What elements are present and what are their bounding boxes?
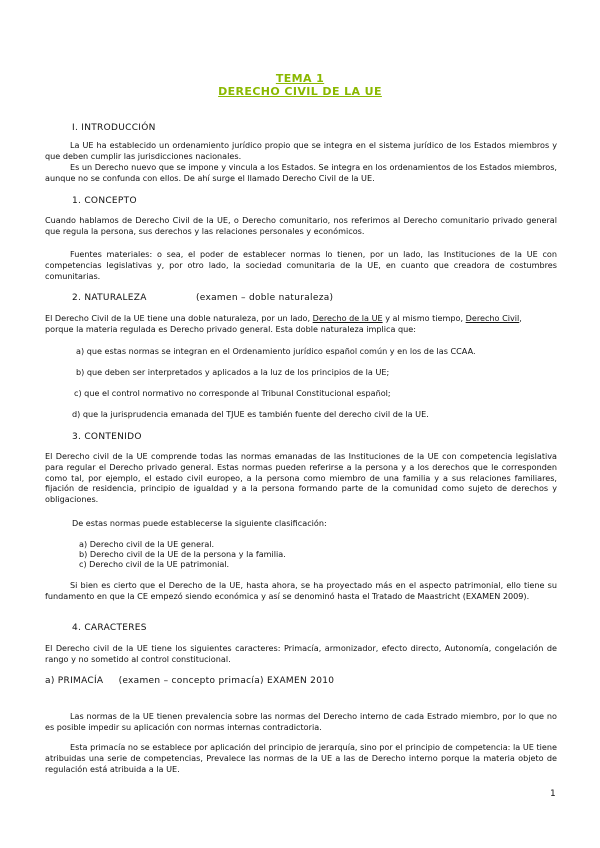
primacia-exam-note: (examen – concepto primacía) EXAMEN 2010 (118, 676, 335, 686)
caracteres-paragraph-1: El Derecho civil de la UE tiene los siguientes caracteres: Primacía, armonizador, efecto directo, Autonomía, congelación de rango y no sometido al control constitucional. (45, 643, 557, 664)
page-number: 1 (550, 789, 556, 799)
contenido-paragraph-1: El Derecho civil de la UE comprende todas las normas emanadas de las Instituciones de la UE con competencia legislativa para regular el Derecho privado general. Estas normas pueden referirse a la persona y a los derechos que le corresponden como tal, por ejemplo, el estado civil europeo, a la persona como miembro de una familia y a sus relaciones familiares, fijación de residencia, principio de igualdad y a la persona formando parte de la comunidad como sujeto de derechos y obligaciones. (45, 451, 557, 505)
intro-paragraph-1: La UE ha establecido un ordenamiento jurídico propio que se integra en el sistema jurídico de los Estados miembros y que deben cumplir las jurisdicciones nacionales. (45, 140, 557, 161)
section-heading-contenido: 3. CONTENIDO (72, 432, 142, 442)
concepto-paragraph-1: Cuando hablamos de Derecho Civil de la UE, o Derecho comunitario, nos referimos al Derecho comunitario privado general que regula la persona, sus derechos y las relaciones personales y económicos. (45, 215, 557, 236)
intro-paragraph-2: Es un Derecho nuevo que se impone y vincula a los Estados. Se integra en los ordenamientos de los Estados miembros, aunque no se confunda con ellos. De ahí surge el llamado Derecho Civil de la UE. (45, 162, 557, 183)
contenido-item-a: a) Derecho civil de la UE general. (79, 539, 215, 549)
naturaleza-item-b: b) que deben ser interpretados y aplicados a la luz de los principios de la UE; (76, 367, 390, 377)
primacia-label: a) (45, 676, 58, 686)
naturaleza-item-d: d) que la jurisprudencia emanada del TJUE es también fuente del derecho civil de la UE. (72, 409, 429, 419)
contenido-item-b: b) Derecho civil de la UE de la persona y la familia. (79, 549, 286, 559)
primacia-subheading (45, 676, 334, 686)
concepto-paragraph-2: Fuentes materiales: o sea, el poder de establecer normas lo tienen, por un lado, las Instituciones de la UE con competencias legislativas y, por otro lado, la sociedad comunitaria de la UE, en cuanto que creadora de costumbres comunitarias. (45, 249, 557, 281)
contenido-item-c: c) Derecho civil de la UE patrimonial. (79, 559, 230, 569)
naturaleza-exam-note: (examen – doble naturaleza) (196, 293, 334, 303)
naturaleza-paragraph-line1 (45, 313, 522, 323)
section-heading-naturaleza: 2. NATURALEZA (72, 293, 147, 303)
primacia-paragraph-2: Esta primacía no se establece por aplicación del principio de jerarquía, sino por el principio de competencia: la UE tiene atribuidas una serie de competencias, Prevalece las normas de la UE a las de Derecho interno porque la materia objeto de regulación está atribuida a la UE. (45, 742, 557, 774)
naturaleza-item-c: c) que el control normativo no corresponde al Tribunal Constitucional español; (74, 388, 391, 398)
section-heading-concepto: 1. CONCEPTO (72, 196, 137, 206)
naturaleza-item-a: a) que estas normas se integran en el Ordenamiento jurídico español común y en los de las CCAA. (76, 346, 476, 356)
naturaleza-text-b: y al mismo tiempo, (382, 313, 466, 323)
section-heading-introduccion: I. INTRODUCCIÓN (72, 123, 156, 133)
contenido-paragraph-3: Si bien es cierto que el Derecho de la UE, hasta ahora, se ha proyectado más en el aspecto patrimonial, ello tiene su fundamento en que la CE empezó siendo económica y así se denominó hasta el Tratado de Maastricht (EXAMEN 2009). (45, 580, 557, 601)
primacia-paragraph-1: Las normas de la UE tienen prevalencia sobre las normas del Derecho interno de cada Estrado miembro, por lo que no es posible impedir su aplicación con normas internas contradictoria. (45, 711, 557, 732)
naturaleza-text-c: , (519, 313, 522, 323)
section-heading-caracteres: 4. CARACTERES (72, 623, 147, 633)
document-title-line2: DERECHO CIVIL DE LA UE (218, 85, 382, 98)
document-title-line1: TEMA 1 (275, 72, 325, 85)
naturaleza-underline-derecho-civil: Derecho Civil (465, 313, 520, 323)
primacia-title: PRIMACÍA (57, 676, 104, 686)
naturaleza-text-a: El Derecho Civil de la UE tiene una doble naturaleza, por un lado, (45, 313, 313, 323)
naturaleza-paragraph-line2: porque la materia regulada es Derecho privado general. Esta doble naturaleza implica que: (45, 324, 416, 334)
contenido-paragraph-2: De estas normas puede establecerse la siguiente clasificación: (72, 518, 327, 528)
naturaleza-underline-derecho-ue: Derecho de la UE (312, 313, 383, 323)
